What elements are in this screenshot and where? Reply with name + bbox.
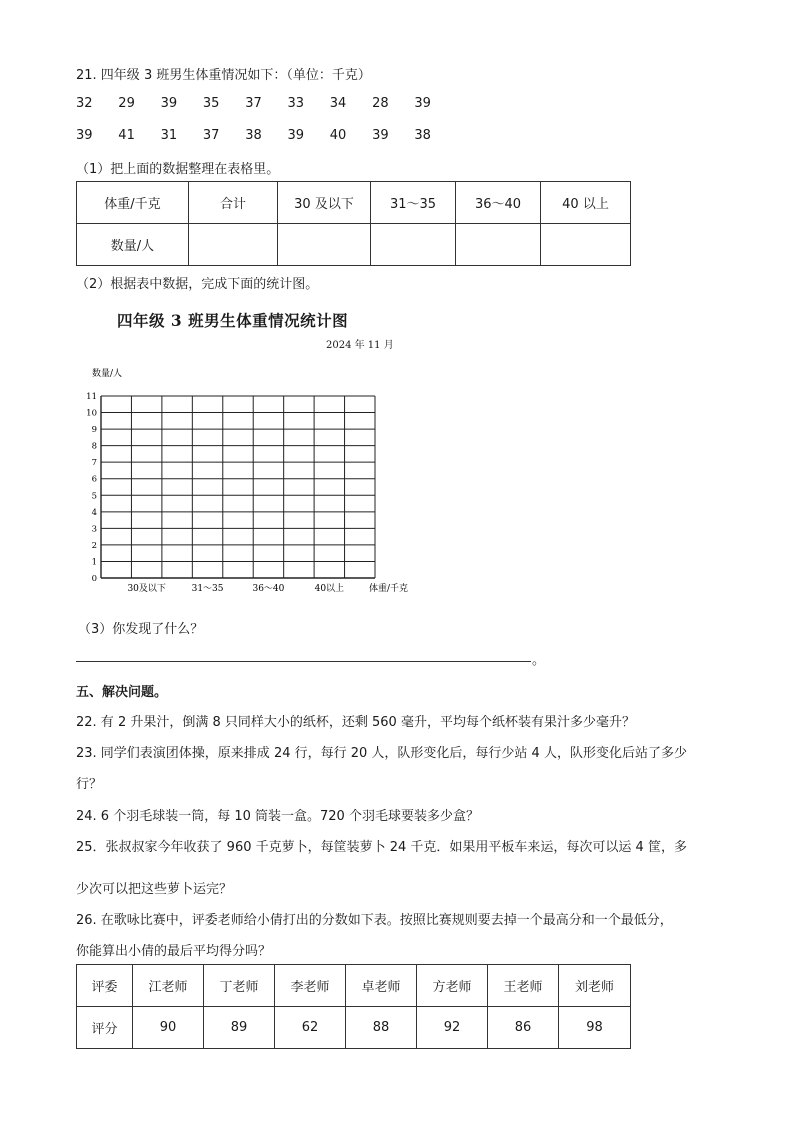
y-tick-labels [86,392,97,584]
data-value: 34 [329,96,347,111]
table-header-cell: 30 及以下 [278,182,371,224]
answer-line[interactable] [76,661,531,662]
q21-data-row-1 [76,96,457,111]
chart-title: 四年级 3 班男生体重情况统计图 [117,311,349,330]
score-cell: 89 [204,1007,275,1049]
data-value: 35 [202,96,220,111]
q25-line1: 25．张叔叔家今年收获了 960 千克萝卜，每筐装萝卜 24 千克．如果用平板车来运，每次可以运 4 筐，多 [76,840,687,855]
y-tick-label: 6 [91,474,97,485]
table-header-cell: 评委 [77,965,133,1007]
q21-part2: （2）根据表中数据，完成下面的统计图。 [76,277,319,292]
table-header-cell: 卓老师 [346,965,417,1007]
data-value: 37 [202,128,220,143]
score-cell: 92 [417,1007,488,1049]
data-value: 38 [245,128,262,143]
y-tick-label: 7 [91,458,97,469]
y-tick-label: 11 [86,392,97,402]
data-value: 31 [160,128,178,143]
score-cell: 86 [488,1007,559,1049]
table-header-cell: 刘老师 [559,965,631,1007]
table-header-cell: 王老师 [488,965,559,1007]
data-value: 39 [76,128,93,143]
y-tick-label: 3 [91,524,97,535]
table-row-label: 数量/人 [77,224,189,266]
data-value: 37 [245,96,262,111]
section-heading: 五、解决问题。 [76,685,168,700]
x-axis-label: 体重/千克 [369,584,409,594]
y-axis-label: 数量/人 [92,369,123,379]
q23-line1: 23. 同学们表演团体操，原来排成 24 行，每行 20 人，队形变化后，每行少站 4 人，队形变化后站了多少 [76,746,687,761]
y-tick-label: 4 [91,507,97,518]
data-value: 28 [372,96,389,111]
q26-line1: 26. 在歌咏比赛中，评委老师给小倩打出的分数如下表。按照比赛规则要去掉一个最高分和一个最低分， [76,913,673,928]
data-value: 39 [287,128,305,143]
x-category-label: 36～40 [252,584,285,594]
q24: 24. 6 个羽毛球装一筒，每 10 筒装一盒。720 个羽毛球要装多少盒？ [76,809,479,824]
table-header-cell: 江老师 [133,965,204,1007]
q22: 22. 有 2 升果汁，倒满 8 只同样大小的纸杯，还剩 560 毫升，平均每个纸杯装有果汁多少毫升？ [76,715,635,730]
answer-cell[interactable] [278,224,371,266]
table-header-cell: 李老师 [275,965,346,1007]
weight-table [76,181,631,266]
score-cell: 98 [559,1007,631,1049]
answer-cell[interactable] [189,224,278,266]
q23-line2: 行？ [76,777,103,792]
table-header-cell: 31～35 [371,182,456,224]
data-value: 29 [118,96,135,111]
table-header-cell: 36～40 [456,182,541,224]
y-tick-label: 1 [91,557,97,568]
data-value: 40 [329,128,347,143]
q21-title: 21. 四年级 3 班男生体重情况如下：（单位：千克） [76,68,371,83]
chart-date: 2024 年 11 月 [326,340,394,351]
answer-cell[interactable] [371,224,456,266]
table-row-label: 评分 [77,1007,133,1049]
q21-part1: （1）把上面的数据整理在表格里。 [76,162,280,177]
q25-line2: 少次可以把这些萝卜运完？ [76,882,233,897]
score-cell: 88 [346,1007,417,1049]
table-header-cell: 40 以上 [541,182,631,224]
table-header-cell: 丁老师 [204,965,275,1007]
answer-cell[interactable] [541,224,631,266]
x-category-labels [127,582,344,594]
score-cell: 62 [275,1007,346,1049]
y-tick-label: 10 [86,408,97,419]
q21-part3: （3）你发现了什么？ [78,622,204,637]
answer-line-period: 。 [532,653,546,668]
data-value: 39 [160,96,178,111]
chart-grid [101,396,375,578]
x-category-label: 40以上 [314,584,345,594]
q21-data-row-2 [76,128,457,143]
data-value: 32 [76,96,93,111]
data-value: 33 [287,96,305,111]
x-category-label: 30及以下 [127,584,166,594]
data-value: 39 [414,96,431,111]
data-value: 38 [414,128,431,143]
score-table [76,964,631,1049]
score-cell: 90 [133,1007,204,1049]
answer-cell[interactable] [456,224,541,266]
y-tick-label: 9 [91,425,97,436]
table-header-cell: 方老师 [417,965,488,1007]
y-tick-label: 5 [91,491,97,502]
y-tick-label: 0 [91,574,97,584]
y-tick-label: 2 [91,540,97,551]
x-category-label: 31～35 [191,584,224,594]
bar-chart [80,362,430,598]
q26-line2: 你能算出小倩的最后平均得分吗？ [76,944,272,959]
table-header-cell: 合计 [189,182,278,224]
data-value: 39 [372,128,389,143]
y-tick-label: 8 [91,441,97,452]
data-value: 41 [118,128,135,143]
table-header-cell: 体重/千克 [77,182,189,224]
